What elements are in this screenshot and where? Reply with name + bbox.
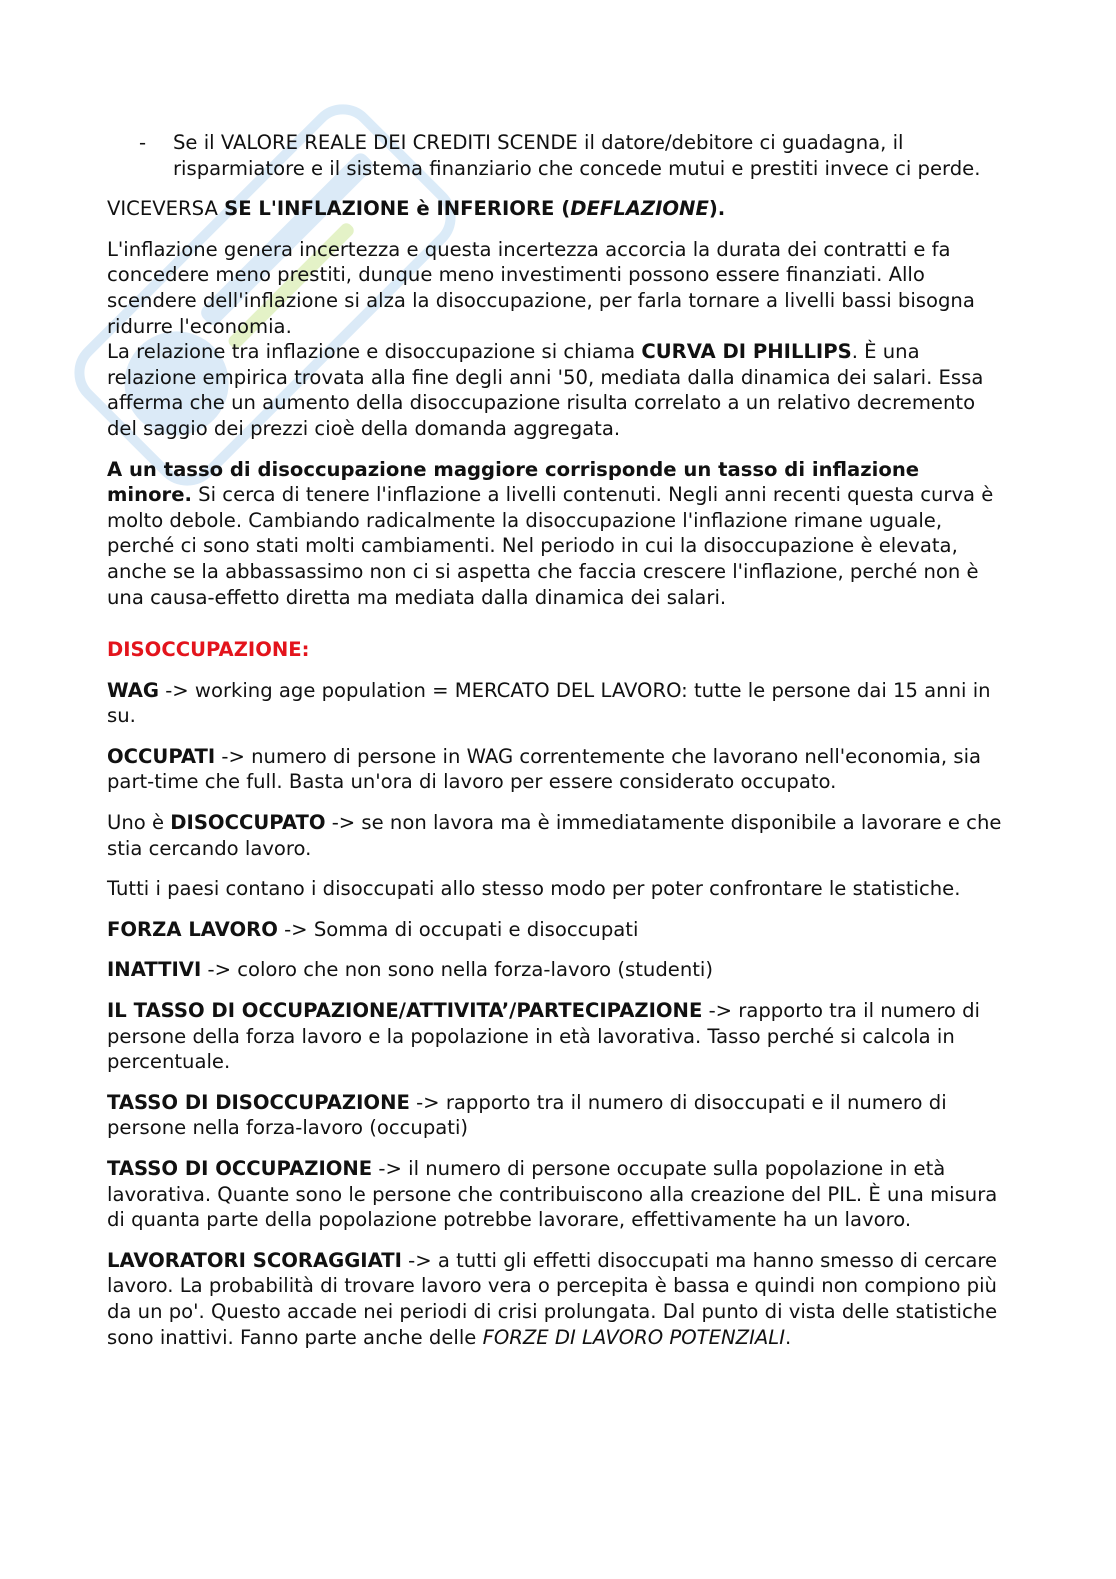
curva-phillips-term: CURVA DI PHILLIPS xyxy=(641,340,852,364)
definition-occupati: OCCUPATI -> numero di persone in WAG correntemente che lavorano nell'economia, sia part-time che full. Basta un'ora di lavoro per essere considerato occupato. xyxy=(107,744,982,794)
phillips-paragraph: La relazione tra inflazione e disoccupazione si chiama CURVA DI PHILLIPS. È una relazione empirica trovata alla fine degli anni '50, mediata dalla dinamica dei salari. Essa afferma che un aumento della disoccupazione risulta correlato a un relativo decremento del saggio dei prezzi cioè della domanda aggregata. xyxy=(107,340,984,440)
bullet-dash: - xyxy=(139,131,147,154)
paesi-paragraph: Tutti i paesi contano i disoccupati allo stesso modo per poter confrontare le statistiche. xyxy=(107,877,961,901)
definition-tasso-partecipazione: IL TASSO DI OCCUPAZIONE/ATTIVITA’/PARTECIPAZIONE -> rapporto tra il numero di persone della forza lavoro e la popolazione in età lavorativa. Tasso perché si calcola in percentuale. xyxy=(107,999,980,1074)
definition-forza-lavoro: FORZA LAVORO -> Somma di occupati e disoccupati xyxy=(107,917,639,941)
viceversa-paragraph: VICEVERSA SE L'INFLAZIONE è INFERIORE (DEFLAZIONE). xyxy=(107,197,726,221)
section-heading-disoccupazione: DISOCCUPAZIONE: xyxy=(107,638,310,662)
forze-lavoro-potenziali-term: FORZE DI LAVORO POTENZIALI xyxy=(482,1325,785,1349)
definition-wag: WAG -> working age population = MERCATO DEL LAVORO: tutte le persone dai 15 anni in su. xyxy=(107,678,991,728)
incertezza-paragraph: L'inflazione genera incertezza e questa incertezza accorcia la durata dei contratti e fa concedere meno prestiti, dunque meno investimenti possono essere finanziati. Allo scendere dell'inflazione si alza la disoccupazione, per farla tornare a livelli bassi bisogna ridurre l'economia. xyxy=(107,237,975,338)
definition-inattivi: INATTIVI -> coloro che non sono nella forza-lavoro (studenti) xyxy=(107,958,714,982)
definition-disoccupato: Uno è DISOCCUPATO -> se non lavora ma è immediatamente disponibile a lavorare e che stia cercando lavoro. xyxy=(107,811,1002,860)
definition-tasso-disoccupazione: TASSO DI DISOCCUPAZIONE -> rapporto tra il numero di disoccupati e il numero di persone nella forza-lavoro (occupati) xyxy=(107,1090,947,1140)
tasso-inflazione-paragraph: A un tasso di disoccupazione maggiore corrisponde un tasso di inflazione minore. Si cerca di tenere l'inflazione a livelli contenuti. Negli anni recenti questa curva è molto debole. Cambiando radicalmente la disoccupazione l'inflazione rimane uguale, perché ci sono stati molti cambiamenti. Nel periodo in cui la disoccupazione è elevata, anche se la abbassassimo non ci si aspetta che faccia crescere l'inflazione, perché non è una causa-effetto diretta ma mediata dalla dinamica dei salari. xyxy=(107,457,994,609)
definition-tasso-occupazione: TASSO DI OCCUPAZIONE -> il numero di persone occupate sulla popolazione in età lavorativa. Quante sono le persone che contribuiscono alla creazione del PIL. È una misura di quanta parte della popolazione potrebbe lavorare, effettivamente ha un lavoro. xyxy=(107,1157,998,1232)
document-page xyxy=(107,130,1007,1365)
deflazione-term: DEFLAZIONE xyxy=(570,197,709,221)
crediti-caps: VALORE REALE DEI CREDITI SCENDE xyxy=(220,131,578,154)
definition-lavoratori-scoraggiati: LAVORATORI SCORAGGIATI -> a tutti gli effetti disoccupati ma hanno smesso di cercare lavoro. La probabilità di trovare lavoro vera o percepita è bassa e quindi non compiono più da un po'. Questo accade nei periodi di crisi prolungata. Dal punto di vista delle statistiche sono inattivi. Fanno parte anche delle FORZE DI LAVORO POTENZIALI. xyxy=(107,1248,998,1349)
bullet-crediti: - Se il VALORE REALE DEI CREDITI SCENDE il datore/debitore ci guadagna, il risparmiatore e il sistema finanziario che concede mutui e prestiti invece ci perde. xyxy=(139,131,981,180)
